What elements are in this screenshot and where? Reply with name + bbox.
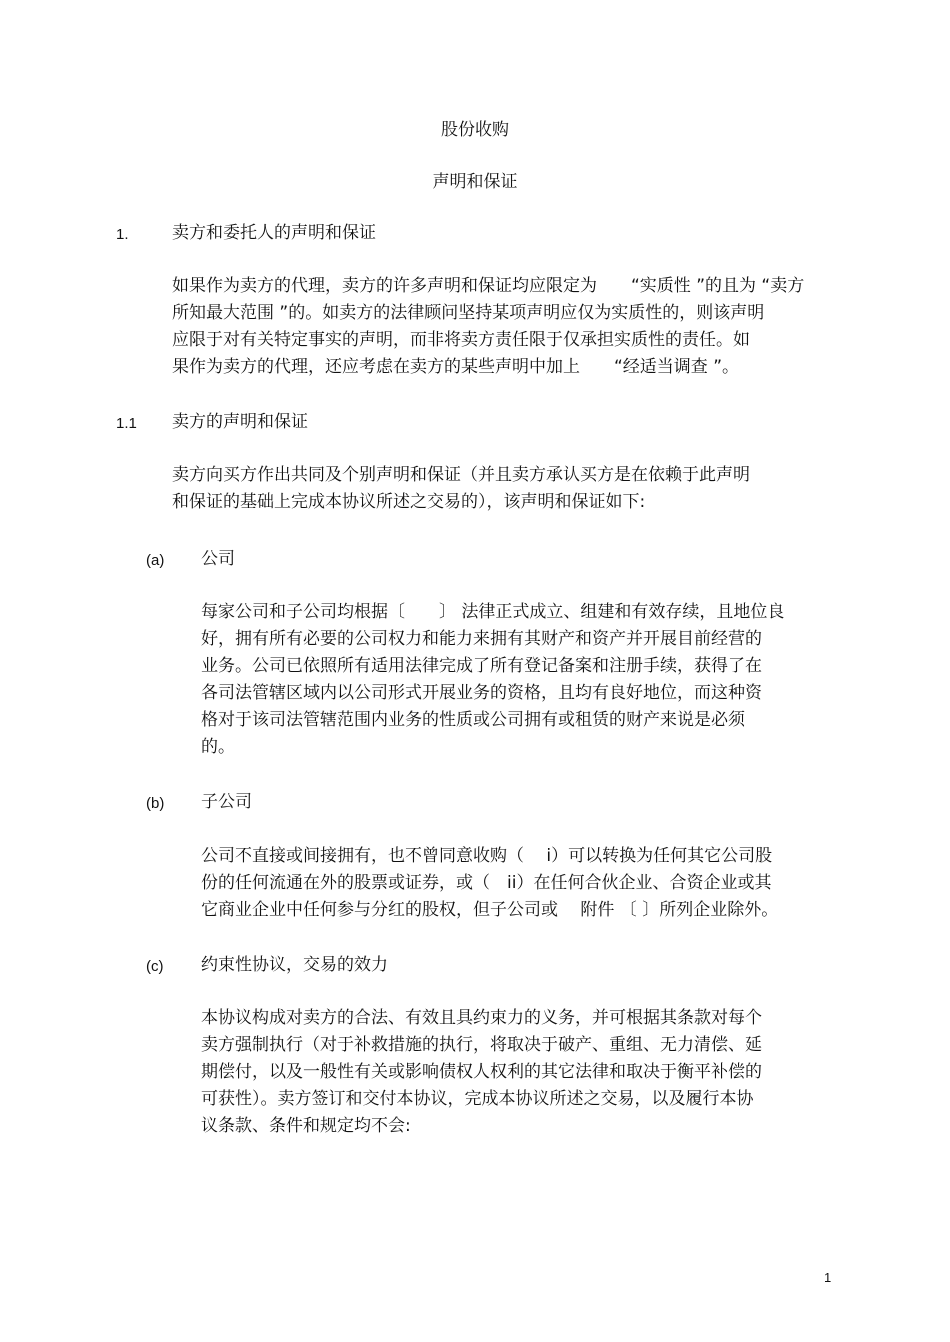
document-title: 股份收购 bbox=[441, 120, 509, 140]
section-1-1-heading: 卖方的声明和保证 bbox=[172, 412, 308, 432]
section-1-heading: 卖方和委托人的声明和保证 bbox=[172, 223, 376, 243]
item-c-line: 本协议构成对卖方的合法、有效且具约束力的义务，并可根据其条款对每个 bbox=[201, 1008, 762, 1028]
item-c-line: 议条款、条件和规定均不会: bbox=[201, 1116, 411, 1136]
section-1-note-line: 所知最大范围 ”的。如卖方的法律顾问坚持某项声明应仅为实质性的，则该声明 bbox=[172, 303, 765, 323]
item-a-line: 每家公司和子公司均根据〔 〕 法律正式成立、组建和有效存续，且地位良 bbox=[201, 602, 785, 622]
item-a-line: 业务。公司已依照所有适用法律完成了所有登记备案和注册手续，获得了在 bbox=[201, 656, 762, 676]
document-subtitle: 声明和保证 bbox=[432, 172, 518, 192]
item-b-line: 公司不直接或间接拥有，也不曾同意收购（ i）可以转换为任何其它公司股 bbox=[201, 846, 773, 866]
item-c-line: 期偿付，以及一般性有关或影响债权人权利的其它法律和取决于衡平补偿的 bbox=[201, 1062, 762, 1082]
section-1-1-number: 1.1 bbox=[116, 415, 137, 432]
item-c-label: (c) bbox=[146, 958, 164, 975]
section-1-1-intro-line: 卖方向买方作出共同及个别声明和保证（并且卖方承认买方是在依赖于此声明 bbox=[172, 465, 750, 485]
section-1-1-intro-line: 和保证的基础上完成本协议所述之交易的），该声明和保证如下: bbox=[172, 492, 646, 512]
item-a-line: 好，拥有所有必要的公司权力和能力来拥有其财产和资产并开展目前经营的 bbox=[201, 629, 762, 649]
item-a-line: 的。 bbox=[201, 737, 235, 757]
item-b-label: (b) bbox=[146, 795, 165, 812]
section-1-note-line: 如果作为卖方的代理，卖方的许多声明和保证均应限定为 “实质性 ”的且为 “卖方 bbox=[172, 276, 805, 296]
item-a-label: (a) bbox=[146, 552, 165, 569]
page-number: 1 bbox=[824, 1270, 832, 1285]
item-b-line: 它商业企业中任何参与分红的股权，但子公司或 附件 〔 〕所列企业除外。 bbox=[201, 900, 779, 920]
section-1-note-line: 果作为卖方的代理，还应考虑在卖方的某些声明中加上 “经适当调查 ”。 bbox=[172, 357, 740, 377]
item-a-line: 各司法管辖区域内以公司形式开展业务的资格，且均有良好地位，而这种资 bbox=[201, 683, 762, 703]
item-c-line: 可获性）。卖方签订和交付本协议，完成本协议所述之交易，以及履行本协 bbox=[201, 1089, 754, 1109]
section-1-note-line: 应限于对有关特定事实的声明，而非将卖方责任限于仅承担实质性的责任。如 bbox=[172, 330, 750, 350]
section-1-number: 1. bbox=[116, 226, 129, 243]
item-a-line: 格对于该司法管辖范围内业务的性质或公司拥有或租赁的财产来说是必须 bbox=[201, 710, 745, 730]
item-b-line: 份的任何流通在外的股票或证券，或（ ii）在任何合伙企业、合资企业或其 bbox=[201, 873, 772, 893]
item-b-heading: 子公司 bbox=[201, 792, 252, 812]
item-c-line: 卖方强制执行（对于补救措施的执行，将取决于破产、重组、无力清偿、延 bbox=[201, 1035, 762, 1055]
item-a-heading: 公司 bbox=[201, 549, 235, 569]
item-c-heading: 约束性协议，交易的效力 bbox=[201, 955, 388, 975]
